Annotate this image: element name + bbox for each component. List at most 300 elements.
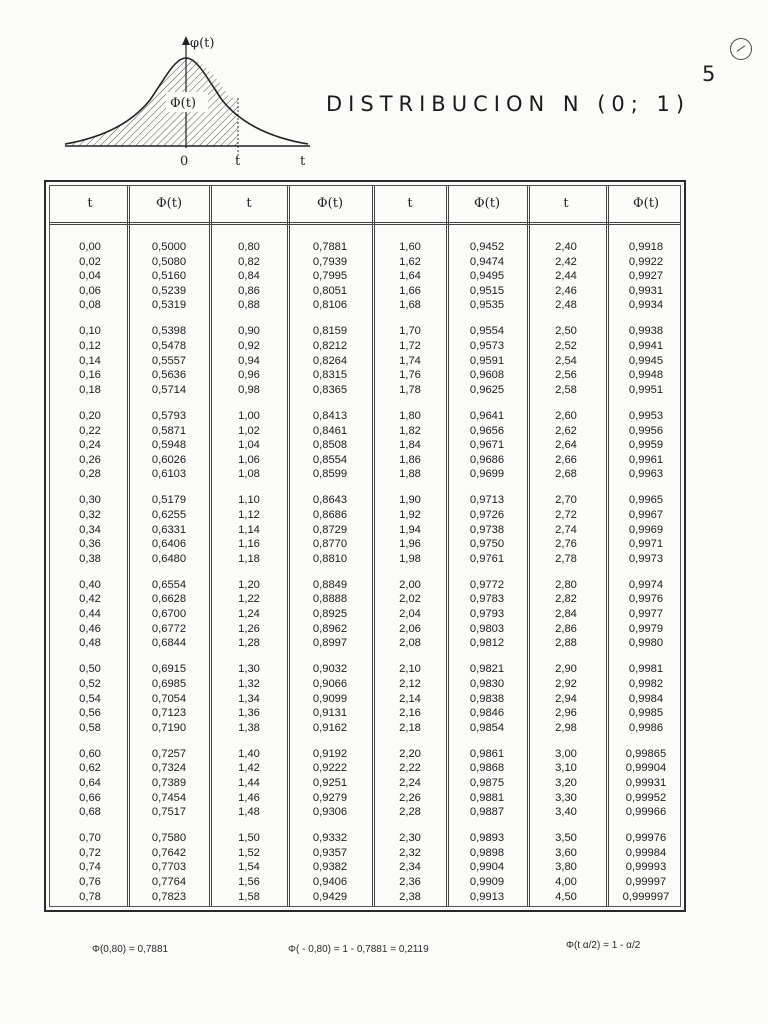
col-header: t bbox=[246, 196, 252, 211]
table-cell: 0,5871 bbox=[151, 424, 187, 437]
table-cell: 1,12 bbox=[238, 509, 260, 521]
table-cell: 0,9099 bbox=[312, 692, 348, 705]
table-cell: 0,56 bbox=[79, 707, 101, 720]
table-cell: 0,9162 bbox=[312, 721, 348, 734]
table-cell: 1,70 bbox=[399, 325, 421, 338]
table-cell: 2,40 bbox=[555, 241, 577, 253]
table-cell: 2,32 bbox=[399, 846, 421, 859]
table-cell: 0,9608 bbox=[469, 369, 505, 382]
table-cell: 2,66 bbox=[555, 453, 577, 466]
table-cell: 0,9971 bbox=[628, 538, 664, 551]
table-cell: 1,26 bbox=[238, 622, 260, 635]
table-cell: 0,7764 bbox=[151, 876, 187, 889]
table-cell: 0,9881 bbox=[469, 791, 505, 804]
table-cell: 0,9938 bbox=[628, 325, 664, 338]
table-cell: 0,92 bbox=[238, 340, 260, 353]
table-cell: 0,5478 bbox=[151, 340, 187, 353]
table-cell: 1,92 bbox=[399, 509, 421, 521]
table-cell: 0,9830 bbox=[469, 677, 505, 690]
table-cell: 0,7123 bbox=[151, 707, 187, 720]
row-group bbox=[295, 747, 365, 820]
table-cell: 2,18 bbox=[399, 721, 421, 734]
table-cell: 0,64 bbox=[79, 777, 101, 789]
table-cell: 0,9981 bbox=[628, 663, 664, 676]
table-cell: 0,40 bbox=[79, 578, 101, 591]
column-divider bbox=[209, 186, 212, 906]
row-group bbox=[452, 240, 522, 313]
table-cell: 2,96 bbox=[555, 707, 577, 720]
zero-label: 0 bbox=[180, 154, 189, 169]
table-cell: 0,9893 bbox=[469, 832, 505, 845]
table-cell: 0,8686 bbox=[312, 509, 348, 521]
col-header: t bbox=[87, 196, 93, 211]
table-cell: 0,8461 bbox=[312, 424, 348, 437]
table-cell: 0,90 bbox=[238, 325, 260, 338]
table-cell: 1,52 bbox=[238, 846, 260, 859]
table-cell: 0,30 bbox=[79, 494, 101, 507]
table-cell: 1,74 bbox=[399, 354, 421, 367]
table-cell: 0,7995 bbox=[312, 270, 348, 283]
table-cell: 0,9898 bbox=[469, 846, 505, 859]
row-group bbox=[134, 493, 204, 566]
table-cell: 0,99997 bbox=[625, 876, 667, 889]
table-cell: 2,24 bbox=[399, 777, 421, 789]
table-cell: 1,30 bbox=[238, 663, 260, 676]
table-cell: 1,38 bbox=[238, 721, 260, 734]
row-group bbox=[452, 493, 522, 566]
table-cell: 0,8810 bbox=[312, 552, 348, 565]
row-group bbox=[134, 240, 204, 313]
table-cell: 0,8997 bbox=[312, 637, 348, 650]
table-cell: 0,9974 bbox=[628, 578, 664, 591]
table-cell: 0,9515 bbox=[469, 284, 505, 297]
table-cell: 2,52 bbox=[555, 340, 577, 353]
row-group bbox=[611, 240, 681, 313]
table-cell: 2,36 bbox=[399, 876, 421, 889]
table-cell: 0,74 bbox=[79, 861, 101, 874]
table-column bbox=[452, 240, 522, 904]
table-cell: 3,60 bbox=[555, 846, 577, 859]
table-cell: 0,9980 bbox=[628, 637, 664, 650]
table-cell: 0,26 bbox=[79, 453, 101, 466]
table-cell: 3,50 bbox=[555, 832, 577, 845]
area-label: Φ(t) bbox=[170, 96, 197, 111]
table-cell: 1,62 bbox=[399, 255, 421, 268]
table-cell: 0,8554 bbox=[312, 453, 348, 466]
table-cell: 0,04 bbox=[79, 270, 101, 283]
table-cell: 0,7190 bbox=[151, 721, 187, 734]
table-cell: 0,96 bbox=[238, 369, 260, 382]
table-cell: 0,9934 bbox=[628, 299, 664, 312]
table-cell: 0,02 bbox=[79, 255, 101, 268]
table-cell: 0,9967 bbox=[628, 509, 664, 521]
footnote-example-2: Φ( - 0,80) = 1 - 0,7881 = 0,2119 bbox=[288, 944, 429, 955]
table-cell: 2,64 bbox=[555, 439, 577, 452]
row-group bbox=[375, 493, 445, 566]
row-group bbox=[375, 578, 445, 651]
table-cell: 1,64 bbox=[399, 270, 421, 283]
table-cell: 0,10 bbox=[79, 325, 101, 338]
table-cell: 0,6255 bbox=[151, 509, 187, 521]
row-group bbox=[214, 324, 284, 397]
table-cell: 0,9032 bbox=[312, 663, 348, 676]
table-cell: 0,8159 bbox=[312, 325, 348, 338]
table-cell: 0,9738 bbox=[469, 523, 505, 536]
table-cell: 0,9986 bbox=[628, 721, 664, 734]
row-group bbox=[295, 324, 365, 397]
table-cell: 0,12 bbox=[79, 340, 101, 353]
column-divider bbox=[287, 186, 290, 906]
table-column bbox=[531, 240, 601, 904]
row-group bbox=[134, 747, 204, 820]
table-cell: 0,9591 bbox=[469, 354, 505, 367]
table-cell: 0,9982 bbox=[628, 677, 664, 690]
row-group bbox=[214, 831, 284, 904]
table-cell: 0,9699 bbox=[469, 468, 505, 481]
table-cell: 2,82 bbox=[555, 593, 577, 606]
table-cell: 0,9495 bbox=[469, 270, 505, 283]
table-cell: 0,9984 bbox=[628, 692, 664, 705]
table-cell: 0,98 bbox=[238, 383, 260, 396]
table-cell: 0,6985 bbox=[151, 677, 187, 690]
table-cell: 1,32 bbox=[238, 677, 260, 690]
col-header: t bbox=[563, 196, 569, 211]
table-cell: 1,54 bbox=[238, 861, 260, 874]
table-cell: 0,7823 bbox=[151, 890, 187, 903]
table-cell: 0,94 bbox=[238, 354, 260, 367]
table-cell: 2,62 bbox=[555, 424, 577, 437]
row-group bbox=[452, 662, 522, 735]
table-cell: 1,34 bbox=[238, 692, 260, 705]
page-title: DISTRIBUCION N (0; 1) bbox=[326, 92, 691, 116]
row-group bbox=[531, 831, 601, 904]
table-cell: 0,9251 bbox=[312, 777, 348, 789]
table-cell: 0,99952 bbox=[625, 791, 667, 804]
table-cell: 0,8888 bbox=[312, 593, 348, 606]
row-group bbox=[55, 240, 125, 313]
row-group bbox=[214, 747, 284, 820]
table-cell: 0,99931 bbox=[625, 777, 667, 789]
table-cell: 0,06 bbox=[79, 284, 101, 297]
table-cell: 0,9945 bbox=[628, 354, 664, 367]
row-group bbox=[295, 578, 365, 651]
shaded-area bbox=[65, 58, 238, 146]
table-cell: 0,8729 bbox=[312, 523, 348, 536]
table-cell: 1,42 bbox=[238, 762, 260, 775]
table-cell: 0,9985 bbox=[628, 707, 664, 720]
row-group bbox=[531, 747, 601, 820]
table-cell: 0,5319 bbox=[151, 299, 187, 312]
table-cell: 2,54 bbox=[555, 354, 577, 367]
table-cell: 2,14 bbox=[399, 692, 421, 705]
table-cell: 0,9452 bbox=[469, 241, 505, 253]
table-cell: 0,9357 bbox=[312, 846, 348, 859]
table-cell: 0,6406 bbox=[151, 538, 187, 551]
table-cell: 1,78 bbox=[399, 383, 421, 396]
table-cell: 0,8770 bbox=[312, 538, 348, 551]
table-cell: 0,42 bbox=[79, 593, 101, 606]
table-cell: 0,9953 bbox=[628, 409, 664, 422]
table-cell: 0,9979 bbox=[628, 622, 664, 635]
table-cell: 2,26 bbox=[399, 791, 421, 804]
table-cell: 0,9656 bbox=[469, 424, 505, 437]
table-cell: 0,48 bbox=[79, 637, 101, 650]
table-cell: 0,5000 bbox=[151, 241, 187, 253]
table-cell: 0,9686 bbox=[469, 453, 505, 466]
table-cell: 0,86 bbox=[238, 284, 260, 297]
row-group bbox=[452, 747, 522, 820]
table-cell: 0,8599 bbox=[312, 468, 348, 481]
table-cell: 0,8849 bbox=[312, 578, 348, 591]
row-group bbox=[611, 831, 681, 904]
table-cell: 0,9927 bbox=[628, 270, 664, 283]
table-cell: 0,9573 bbox=[469, 340, 505, 353]
table-cell: 0,9846 bbox=[469, 707, 505, 720]
table-cell: 2,06 bbox=[399, 622, 421, 635]
table-cell: 2,84 bbox=[555, 608, 577, 621]
row-group bbox=[214, 409, 284, 482]
table-cell: 0,6844 bbox=[151, 637, 187, 650]
table-cell: 2,72 bbox=[555, 509, 577, 521]
table-cell: 0,8106 bbox=[312, 299, 348, 312]
table-cell: 1,22 bbox=[238, 593, 260, 606]
table-cell: 1,72 bbox=[399, 340, 421, 353]
col-header: Φ(t) bbox=[632, 196, 660, 211]
table-cell: 1,96 bbox=[399, 538, 421, 551]
table-cell: 1,60 bbox=[399, 241, 421, 253]
row-group bbox=[531, 324, 601, 397]
table-column bbox=[214, 240, 284, 904]
table-cell: 2,76 bbox=[555, 538, 577, 551]
table-cell: 0,9222 bbox=[312, 762, 348, 775]
table-cell: 0,32 bbox=[79, 509, 101, 521]
row-group bbox=[134, 409, 204, 482]
table-cell: 1,36 bbox=[238, 707, 260, 720]
table-cell: 0,9861 bbox=[469, 747, 505, 760]
table-cell: 1,20 bbox=[238, 578, 260, 591]
table-cell: 1,80 bbox=[399, 409, 421, 422]
table-cell: 1,18 bbox=[238, 552, 260, 565]
table-cell: 4,50 bbox=[555, 890, 577, 903]
table-column bbox=[134, 240, 204, 904]
table-cell: 0,34 bbox=[79, 523, 101, 536]
table-cell: 0,18 bbox=[79, 383, 101, 396]
table-cell: 0,7642 bbox=[151, 846, 187, 859]
table-cell: 0,9474 bbox=[469, 255, 505, 268]
table-cell: 0,88 bbox=[238, 299, 260, 312]
row-group bbox=[55, 662, 125, 735]
row-group bbox=[55, 409, 125, 482]
table-cell: 2,20 bbox=[399, 747, 421, 760]
table-cell: 0,9963 bbox=[628, 468, 664, 481]
table-cell: 0,6103 bbox=[151, 468, 187, 481]
table-cell: 0,9793 bbox=[469, 608, 505, 621]
table-cell: 0,5948 bbox=[151, 439, 187, 452]
table-cell: 4,00 bbox=[555, 876, 577, 889]
table-cell: 1,50 bbox=[238, 832, 260, 845]
table-cell: 1,94 bbox=[399, 523, 421, 536]
table-cell: 2,90 bbox=[555, 663, 577, 676]
table-cell: 0,84 bbox=[238, 270, 260, 283]
row-group bbox=[134, 831, 204, 904]
table-cell: 2,34 bbox=[399, 861, 421, 874]
col-header: t bbox=[407, 196, 413, 211]
table-cell: 0,9279 bbox=[312, 791, 348, 804]
table-cell: 2,44 bbox=[555, 270, 577, 283]
table-cell: 0,7389 bbox=[151, 777, 187, 789]
table-cell: 0,68 bbox=[79, 806, 101, 819]
table-cell: 0,9406 bbox=[312, 876, 348, 889]
table-cell: 0,52 bbox=[79, 677, 101, 690]
table-cell: 0,8413 bbox=[312, 409, 348, 422]
table-cell: 0,99984 bbox=[625, 846, 667, 859]
table-cell: 0,70 bbox=[79, 832, 101, 845]
table-cell: 0,9948 bbox=[628, 369, 664, 382]
table-cell: 2,68 bbox=[555, 468, 577, 481]
table-column bbox=[375, 240, 445, 904]
table-cell: 0,5793 bbox=[151, 409, 187, 422]
row-group bbox=[55, 493, 125, 566]
table-cell: 0,8643 bbox=[312, 494, 348, 507]
table-cell: 0,7580 bbox=[151, 832, 187, 845]
table-cell: 0,8315 bbox=[312, 369, 348, 382]
table-cell: 0,7703 bbox=[151, 861, 187, 874]
table-cell: 2,30 bbox=[399, 832, 421, 845]
table-cell: 1,48 bbox=[238, 806, 260, 819]
table-cell: 0,76 bbox=[79, 876, 101, 889]
table-cell: 2,98 bbox=[555, 721, 577, 734]
table-cell: 0,99865 bbox=[625, 747, 667, 760]
table-cell: 0,28 bbox=[79, 468, 101, 481]
table-cell: 0,9066 bbox=[312, 677, 348, 690]
table-cell: 0,9973 bbox=[628, 552, 664, 565]
table-cell: 0,16 bbox=[79, 369, 101, 382]
table-cell: 0,6700 bbox=[151, 608, 187, 621]
table-column bbox=[611, 240, 681, 904]
table-cell: 0,5160 bbox=[151, 270, 187, 283]
table-cell: 1,88 bbox=[399, 468, 421, 481]
table-cell: 1,86 bbox=[399, 453, 421, 466]
table-cell: 2,02 bbox=[399, 593, 421, 606]
col-header: Φ(t) bbox=[316, 196, 344, 211]
table-cell: 0,9875 bbox=[469, 777, 505, 789]
table-cell: 0,9429 bbox=[312, 890, 348, 903]
table-cell: 0,9750 bbox=[469, 538, 505, 551]
table-cell: 0,24 bbox=[79, 439, 101, 452]
table-cell: 0,9909 bbox=[469, 876, 505, 889]
row-group bbox=[531, 662, 601, 735]
table-cell: 1,84 bbox=[399, 439, 421, 452]
table-cell: 0,7257 bbox=[151, 747, 187, 760]
table-cell: 0,9131 bbox=[312, 707, 348, 720]
table-cell: 0,9976 bbox=[628, 593, 664, 606]
row-group bbox=[531, 578, 601, 651]
row-group bbox=[295, 831, 365, 904]
table-cell: 1,46 bbox=[238, 791, 260, 804]
table-cell: 0,99976 bbox=[625, 832, 667, 845]
table-cell: 0,7517 bbox=[151, 806, 187, 819]
table-cell: 1,76 bbox=[399, 369, 421, 382]
table-cell: 2,28 bbox=[399, 806, 421, 819]
table-cell: 0,36 bbox=[79, 538, 101, 551]
table-cell: 0,78 bbox=[79, 890, 101, 903]
table-cell: 1,66 bbox=[399, 284, 421, 297]
table-cell: 2,22 bbox=[399, 762, 421, 775]
table-cell: 0,9671 bbox=[469, 439, 505, 452]
table-cell: 0,9961 bbox=[628, 453, 664, 466]
table-cell: 1,16 bbox=[238, 538, 260, 551]
column-divider bbox=[127, 186, 130, 906]
table-cell: 2,92 bbox=[555, 677, 577, 690]
table-cell: 1,56 bbox=[238, 876, 260, 889]
table-cell: 1,44 bbox=[238, 777, 260, 789]
table-cell: 0,8051 bbox=[312, 284, 348, 297]
row-group bbox=[295, 662, 365, 735]
row-group bbox=[531, 409, 601, 482]
row-group bbox=[611, 493, 681, 566]
row-group bbox=[611, 747, 681, 820]
table-cell: 0,54 bbox=[79, 692, 101, 705]
row-group bbox=[55, 578, 125, 651]
table-cell: 0,9726 bbox=[469, 509, 505, 521]
col-header: Φ(t) bbox=[155, 196, 183, 211]
row-group bbox=[134, 578, 204, 651]
distribution-table bbox=[44, 180, 686, 912]
table-cell: 0,00 bbox=[79, 241, 101, 253]
row-group bbox=[214, 578, 284, 651]
table-cell: 0,8962 bbox=[312, 622, 348, 635]
table-cell: 0,9306 bbox=[312, 806, 348, 819]
table-cell: 0,46 bbox=[79, 622, 101, 635]
table-cell: 0,7324 bbox=[151, 762, 187, 775]
table-cell: 0,38 bbox=[79, 552, 101, 565]
x-axis-label: t bbox=[300, 154, 306, 169]
row-group bbox=[295, 409, 365, 482]
row-group bbox=[611, 409, 681, 482]
table-cell: 0,9868 bbox=[469, 762, 505, 775]
row-group bbox=[55, 747, 125, 820]
table-cell: 0,7054 bbox=[151, 692, 187, 705]
table-cell: 1,00 bbox=[238, 409, 260, 422]
table-cell: 1,04 bbox=[238, 439, 260, 452]
table-cell: 0,9332 bbox=[312, 832, 348, 845]
table-cell: 0,14 bbox=[79, 354, 101, 367]
row-group bbox=[375, 831, 445, 904]
table-cell: 0,9918 bbox=[628, 241, 664, 253]
table-cell: 0,9854 bbox=[469, 721, 505, 734]
table-cell: 2,58 bbox=[555, 383, 577, 396]
table-cell: 0,80 bbox=[238, 241, 260, 253]
table-cell: 2,86 bbox=[555, 622, 577, 635]
table-cell: 2,56 bbox=[555, 369, 577, 382]
table-cell: 1,08 bbox=[238, 468, 260, 481]
table-cell: 2,16 bbox=[399, 707, 421, 720]
table-cell: 2,50 bbox=[555, 325, 577, 338]
table-cell: 0,5179 bbox=[151, 494, 187, 507]
table-cell: 0,7454 bbox=[151, 791, 187, 804]
row-group bbox=[55, 324, 125, 397]
table-cell: 0,9821 bbox=[469, 663, 505, 676]
table-cell: 0,9959 bbox=[628, 439, 664, 452]
normal-curve-figure bbox=[60, 30, 330, 170]
table-cell: 0,9783 bbox=[469, 593, 505, 606]
row-group bbox=[55, 831, 125, 904]
table-cell: 2,04 bbox=[399, 608, 421, 621]
table-cell: 1,06 bbox=[238, 453, 260, 466]
table-cell: 0,7939 bbox=[312, 255, 348, 268]
row-group bbox=[611, 662, 681, 735]
table-cell: 0,5080 bbox=[151, 255, 187, 268]
